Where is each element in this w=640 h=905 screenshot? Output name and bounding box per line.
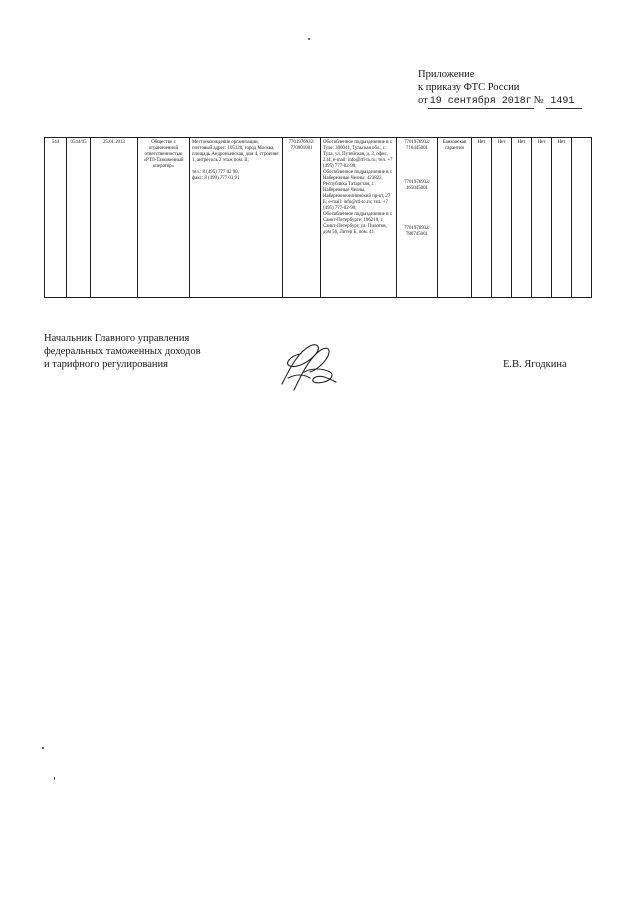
cell-flag-5: Нет [552,138,572,298]
cell-branches [321,138,397,298]
appendix-title: Приложение [418,69,475,80]
scan-speck [42,747,44,749]
address-text: Местонахождение организации, почтовый адрес: 105120, город Москва, площадь Андроньевская, дом 4, строение 1, антресоль 2 этаж пом. II; [192,140,279,163]
table-row [45,138,592,298]
appendix-order-date-line [418,94,588,109]
order-date-prefix: от [418,95,428,106]
cell-registry-number: 0544/05 [67,138,91,298]
branch-spb: Обособленное подразделение в г. Санкт-Петербурге: 196210, г. Санкт-Петербург, ул. Пилотов, дом 56, Литер Б, пом. 41 [323,212,393,235]
cell-flag-4: Нет [532,138,552,298]
cell-flag-3: Нет [512,138,532,298]
order-date-handwritten: 19 сентября 2018г [429,96,532,107]
order-number-handwritten: 1491 [546,95,582,109]
cell-flag-1: Нет [472,138,492,298]
cell-flag-2: Нет [492,138,512,298]
branch-inn-kpp-chelny: 7701976932/ 165045001 [404,180,430,191]
cell-row-number: 544 [45,138,67,298]
appendix-header [418,68,588,109]
cell-address [190,138,283,298]
branch-inn-kpp-tula: 7701976932/ 710445001 [404,140,430,151]
order-number-sign: № [533,95,544,106]
signatory-title [44,332,264,371]
scan-speck [308,38,310,40]
signatory-title-line-1: Начальник Главного управления [44,333,190,344]
handwritten-signature [276,338,338,396]
scan-speck [54,777,55,780]
cell-inn-kpp: 7701976932/ 770901001 [283,138,321,298]
cell-inclusion-date: 25.01.2013 [91,138,138,298]
branch-tula: Обособленное подразделение в г. Туле: 300041, Тульская обл., г. Тула, ул. Путейская, д. 3, офис. 234; e-mail: info@rtl-to.ru; тел. +7 (495) 777-02-90; [323,140,393,169]
branch-chelny: Обособленное подразделение в г. Набережные Челны: 423822, Республика Татарстан, г. Набережные Челны, Набережночелнинский пр-кт, 27 Б; e-mail: info@rtl-to.ru; тел. +7 (495) 777-02-90; [323,170,393,211]
fax-text: факс: 8 (499) 777 03 91 [192,176,240,181]
cell-organization-name: Общество с ограниченной ответственностью «РТЛ-Таможенный оператор» [138,138,190,298]
phone-text: тел.: 8 (495) 777 02 90, [192,170,239,175]
cell-empty [572,138,592,298]
signatory-title-line-2: федеральных таможенных доходов [44,346,201,357]
signatory-title-line-3: и тарифного регулирования [44,359,168,370]
signatory-name: Е.В. Ягодкина [503,359,567,370]
cell-branch-inn-kpp [397,138,438,298]
branch-inn-kpp-spb: 7701976932/ 780745001 [404,226,430,237]
cell-security-type: Банковская гарантия [438,138,472,298]
appendix-order-ref: к приказу ФТС России [418,82,520,93]
register-table [44,137,592,298]
